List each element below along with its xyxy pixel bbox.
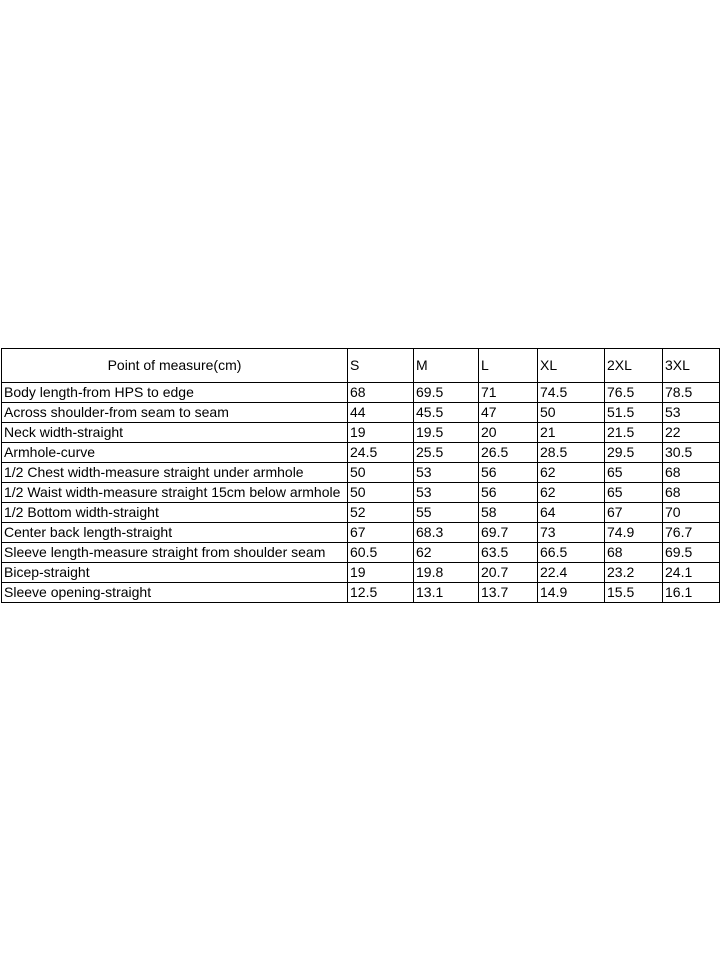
- size-header-m: M: [414, 349, 479, 383]
- measure-label: Across shoulder-from seam to seam: [2, 403, 348, 423]
- size-value: 58: [479, 503, 538, 523]
- size-value: 62: [538, 483, 605, 503]
- size-value: 69.5: [663, 543, 720, 563]
- size-value: 28.5: [538, 443, 605, 463]
- size-value: 13.7: [479, 583, 538, 603]
- size-value: 62: [414, 543, 479, 563]
- size-value: 52: [348, 503, 414, 523]
- measure-label: Body length-from HPS to edge: [2, 383, 348, 403]
- size-header-s: S: [348, 349, 414, 383]
- table-row: [2, 483, 720, 503]
- size-header-xl: XL: [538, 349, 605, 383]
- measure-label: 1/2 Chest width-measure straight under armhole: [2, 463, 348, 483]
- size-value: 15.5: [605, 583, 663, 603]
- size-value: 16.1: [663, 583, 720, 603]
- size-value: 60.5: [348, 543, 414, 563]
- table-row: [2, 583, 720, 603]
- size-value: 64: [538, 503, 605, 523]
- size-value: 13.1: [414, 583, 479, 603]
- table-row: [2, 443, 720, 463]
- size-value: 67: [348, 523, 414, 543]
- size-value: 56: [479, 463, 538, 483]
- measure-label: Sleeve length-measure straight from shoulder seam: [2, 543, 348, 563]
- size-value: 45.5: [414, 403, 479, 423]
- size-value: 78.5: [663, 383, 720, 403]
- size-value: 76.5: [605, 383, 663, 403]
- size-value: 19.8: [414, 563, 479, 583]
- size-value: 20: [479, 423, 538, 443]
- table-row: [2, 503, 720, 523]
- size-value: 69.5: [414, 383, 479, 403]
- size-value: 26.5: [479, 443, 538, 463]
- size-chart-container: [1, 348, 719, 603]
- table-row: [2, 403, 720, 423]
- size-value: 69.7: [479, 523, 538, 543]
- size-value: 19.5: [414, 423, 479, 443]
- measure-label: Armhole-curve: [2, 443, 348, 463]
- measure-label: Sleeve opening-straight: [2, 583, 348, 603]
- size-value: 19: [348, 563, 414, 583]
- size-value: 51.5: [605, 403, 663, 423]
- size-value: 20.7: [479, 563, 538, 583]
- measure-label: Neck width-straight: [2, 423, 348, 443]
- size-value: 12.5: [348, 583, 414, 603]
- size-value: 53: [663, 403, 720, 423]
- size-value: 29.5: [605, 443, 663, 463]
- size-value: 66.5: [538, 543, 605, 563]
- measure-label: Bicep-straight: [2, 563, 348, 583]
- size-value: 68: [663, 463, 720, 483]
- size-value: 62: [538, 463, 605, 483]
- size-value: 25.5: [414, 443, 479, 463]
- size-value: 47: [479, 403, 538, 423]
- table-row: [2, 423, 720, 443]
- size-value: 22.4: [538, 563, 605, 583]
- measure-label: 1/2 Waist width-measure straight 15cm below armhole: [2, 483, 348, 503]
- size-header-2xl: 2XL: [605, 349, 663, 383]
- size-value: 14.9: [538, 583, 605, 603]
- size-value: 68: [605, 543, 663, 563]
- size-value: 53: [414, 483, 479, 503]
- header-row: [2, 349, 720, 383]
- table-row: [2, 563, 720, 583]
- size-value: 24.5: [348, 443, 414, 463]
- size-chart-header: [2, 349, 720, 383]
- size-value: 71: [479, 383, 538, 403]
- size-value: 23.2: [605, 563, 663, 583]
- size-value: 50: [348, 483, 414, 503]
- size-value: 24.1: [663, 563, 720, 583]
- size-value: 55: [414, 503, 479, 523]
- size-value: 19: [348, 423, 414, 443]
- size-value: 67: [605, 503, 663, 523]
- size-value: 76.7: [663, 523, 720, 543]
- size-header-l: L: [479, 349, 538, 383]
- size-value: 74.9: [605, 523, 663, 543]
- size-value: 68: [663, 483, 720, 503]
- size-value: 21.5: [605, 423, 663, 443]
- size-value: 68: [348, 383, 414, 403]
- size-chart-body: [2, 383, 720, 603]
- size-header-3xl: 3XL: [663, 349, 720, 383]
- size-value: 30.5: [663, 443, 720, 463]
- size-value: 63.5: [479, 543, 538, 563]
- size-chart-table: [1, 348, 720, 603]
- size-value: 44: [348, 403, 414, 423]
- table-row: [2, 543, 720, 563]
- size-value: 74.5: [538, 383, 605, 403]
- size-value: 21: [538, 423, 605, 443]
- size-value: 68.3: [414, 523, 479, 543]
- size-value: 50: [348, 463, 414, 483]
- table-row: [2, 523, 720, 543]
- size-value: 65: [605, 463, 663, 483]
- measure-label: Center back length-straight: [2, 523, 348, 543]
- point-of-measure-header: Point of measure(cm): [2, 349, 348, 383]
- size-value: 22: [663, 423, 720, 443]
- size-value: 65: [605, 483, 663, 503]
- table-row: [2, 463, 720, 483]
- measure-label: 1/2 Bottom width-straight: [2, 503, 348, 523]
- size-value: 53: [414, 463, 479, 483]
- size-value: 70: [663, 503, 720, 523]
- size-value: 56: [479, 483, 538, 503]
- table-row: [2, 383, 720, 403]
- size-value: 73: [538, 523, 605, 543]
- size-value: 50: [538, 403, 605, 423]
